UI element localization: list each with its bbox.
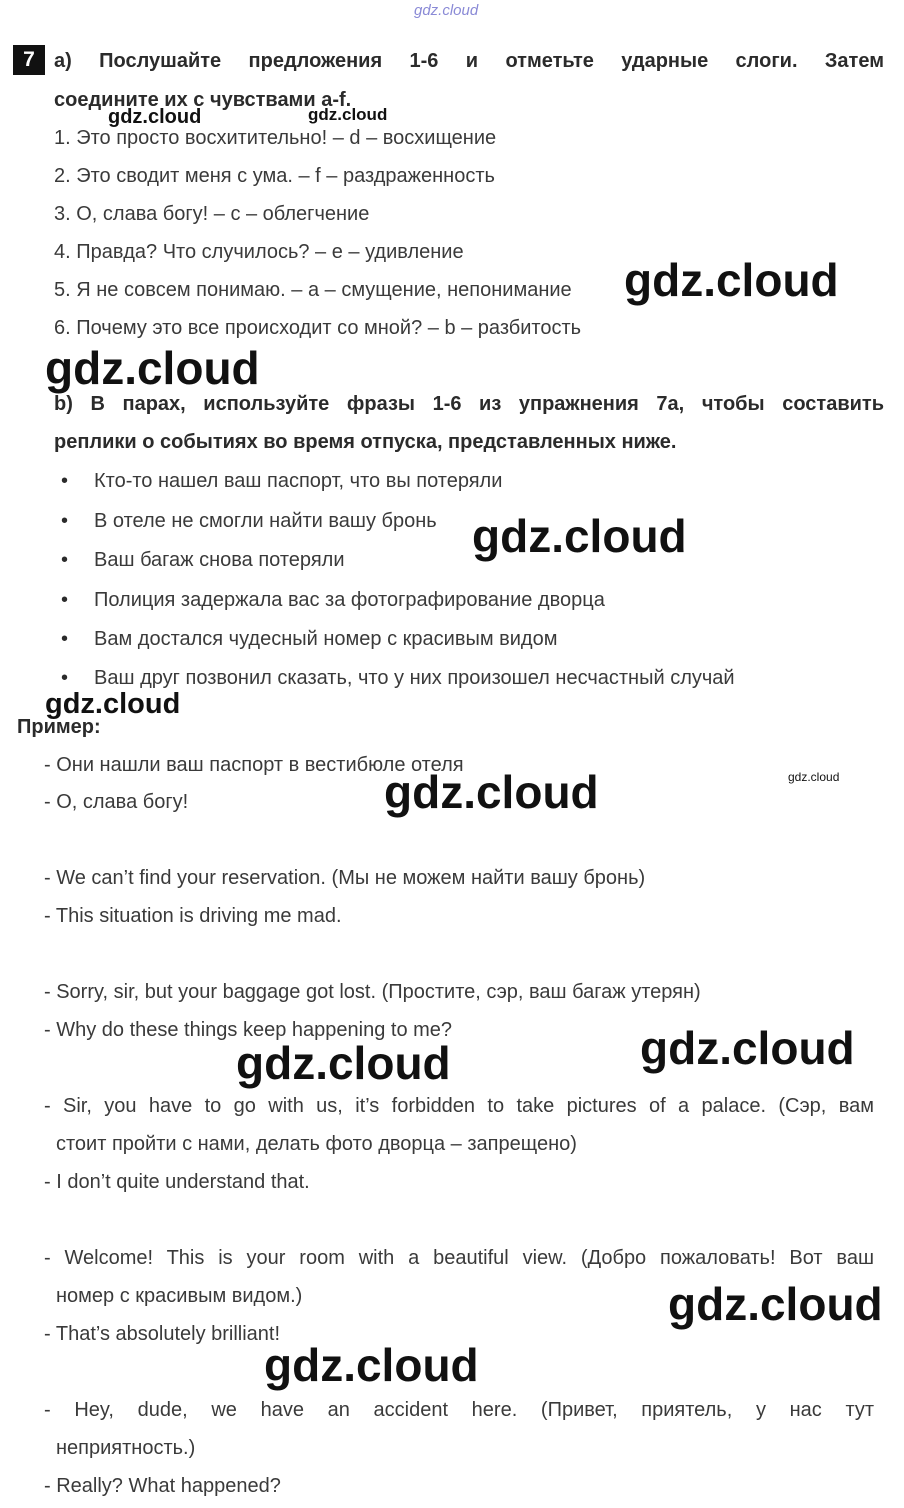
bullet-dot-icon: •	[61, 628, 69, 650]
dialogue-line-9: номер с красивым видом.)	[56, 1285, 303, 1307]
dialogue-line-11: - Hey, dude, we have an accident here. (Привет, приятель, у нас тут	[44, 1399, 874, 1421]
dialogue-line-2: - This situation is driving me mad.	[44, 905, 342, 927]
dialogue-line-1: - We can’t find your reservation. (Мы не можем найти вашу бронь)	[44, 867, 646, 889]
part-a-item-5: 5. Я не совсем понимаю. – a – смущение, непонимание	[54, 279, 572, 301]
part-b-bullet-6: Ваш друг позвонил сказать, что у них произошел несчастный случай	[94, 667, 735, 689]
dialogue-line-4: - Why do these things keep happening to me?	[44, 1019, 453, 1041]
watermark-text: gdz.cloud	[236, 1037, 451, 1089]
dialogue-line-3: - Sorry, sir, but your baggage got lost. (Простите, сэр, ваш багаж утерян)	[44, 981, 701, 1003]
part-b-heading-line1: b) В парах, используйте фразы 1-6 из упражнения 7a, чтобы составить	[54, 393, 884, 415]
dialogue-line-8: - Welcome! This is your room with a beautiful view. (Добро пожаловать! Вот ваш	[44, 1247, 874, 1269]
part-b-bullet-4: Полиция задержала вас за фотографирование дворца	[94, 589, 605, 611]
watermark-text: gdz.cloud	[668, 1278, 883, 1330]
watermark-text: gdz.cloud	[384, 766, 599, 818]
dialogue-line-13: - Really? What happened?	[44, 1475, 281, 1497]
watermark-text: gdz.cloud	[788, 770, 840, 784]
part-b-heading-line2: реплики о событиях во время отпуска, представленных ниже.	[54, 431, 677, 453]
dialogue-line-7: - I don’t quite understand that.	[44, 1171, 310, 1193]
exercise-number-badge: 7	[13, 45, 45, 75]
watermark-text: gdz.cloud	[45, 688, 181, 720]
watermark-text: gdz.cloud	[308, 105, 388, 124]
dialogue-line-12: неприятность.)	[56, 1437, 196, 1459]
part-b-bullet-2: В отеле не смогли найти вашу бронь	[94, 510, 437, 532]
watermark-text: gdz.cloud	[624, 254, 839, 306]
example-line-1: - Они нашли ваш паспорт в вестибюле отеля	[44, 754, 464, 776]
part-a-heading-line2: соедините их с чувствами a-f.	[54, 89, 352, 111]
part-a-heading-line1: a) Послушайте предложения 1-6 и отметьте ударные слоги. Затем	[54, 50, 884, 72]
watermark-text: gdz.cloud	[472, 510, 687, 562]
dialogue-line-5: - Sir, you have to go with us, it’s forbidden to take pictures of a palace. (Сэр, вам	[44, 1095, 874, 1117]
part-a-item-2: 2. Это сводит меня с ума. – f – раздраженность	[54, 165, 495, 187]
watermark-text: gdz.cloud	[264, 1339, 479, 1391]
part-a-item-1: 1. Это просто восхитительно! – d – восхищение	[54, 127, 497, 149]
part-a-item-6: 6. Почему это все происходит со мной? – b – разбитость	[54, 317, 582, 339]
top-watermark: gdz.cloud	[414, 2, 479, 19]
bullet-dot-icon: •	[61, 549, 69, 571]
part-b-bullet-5: Вам достался чудесный номер с красивым видом	[94, 628, 558, 650]
watermark-text: gdz.cloud	[45, 342, 260, 394]
part-b-bullet-3: Ваш багаж снова потеряли	[94, 549, 345, 571]
bullet-dot-icon: •	[61, 589, 69, 611]
part-a-item-4: 4. Правда? Что случилось? – e – удивление	[54, 241, 464, 263]
example-label: Пример:	[17, 716, 101, 738]
part-a-item-3: 3. О, слава богу! – c – облегчение	[54, 203, 370, 225]
bullet-dot-icon: •	[61, 667, 69, 689]
watermark-text: gdz.cloud	[108, 106, 202, 128]
dialogue-line-10: - That’s absolutely brilliant!	[44, 1323, 281, 1345]
part-b-bullet-1: Кто-то нашел ваш паспорт, что вы потеряли	[94, 470, 503, 492]
dialogue-line-6: стоит пройти с нами, делать фото дворца – запрещено)	[56, 1133, 577, 1155]
bullet-dot-icon: •	[61, 470, 69, 492]
watermark-text: gdz.cloud	[640, 1022, 855, 1074]
bullet-dot-icon: •	[61, 510, 69, 532]
example-line-2: - О, слава богу!	[44, 791, 189, 813]
